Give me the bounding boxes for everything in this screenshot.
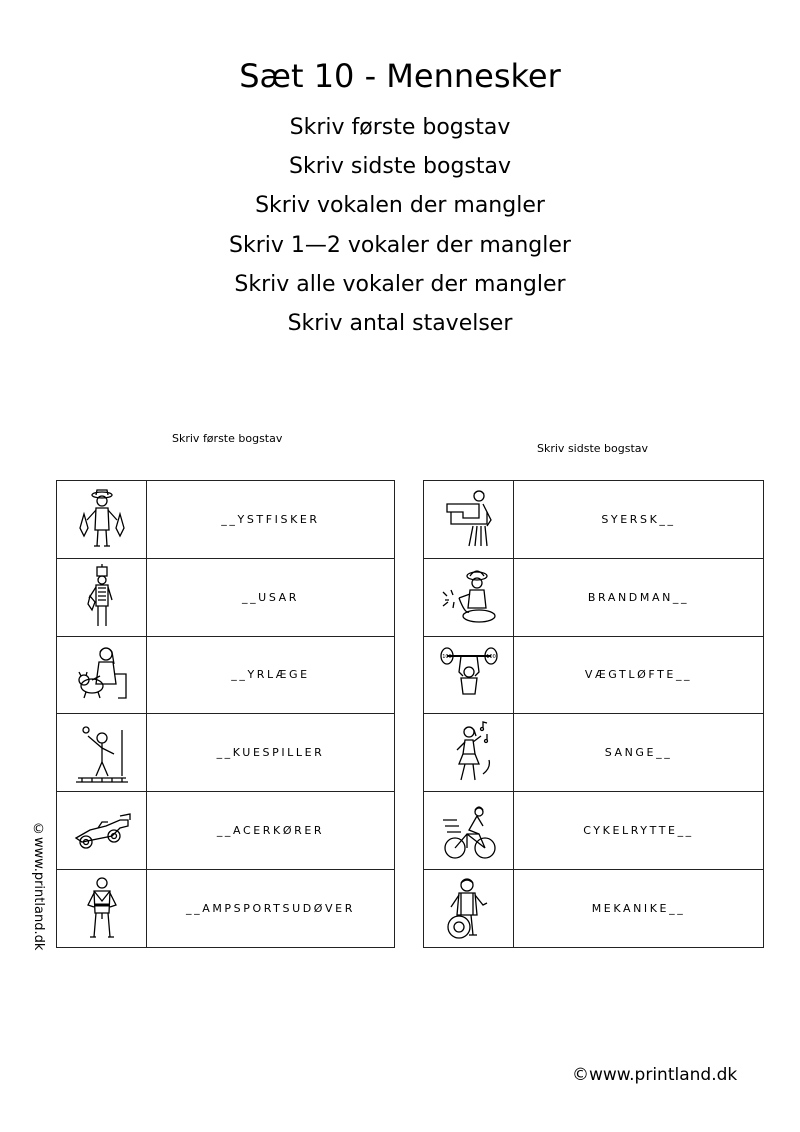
mechanic-icon xyxy=(439,875,499,941)
cyclist-icon xyxy=(439,798,499,864)
page-title: Sæt 10 - Mennesker xyxy=(239,57,561,95)
instruction-item: Skriv 1—2 vokaler der mangler xyxy=(229,232,571,258)
instruction-list xyxy=(0,110,800,345)
table-row xyxy=(424,558,764,636)
word-cell: __ACERKØRER xyxy=(147,792,395,870)
word-cell: CYKELRYTTE__ xyxy=(514,792,764,870)
fisherman-icon xyxy=(72,486,132,552)
picture-cell xyxy=(424,558,514,636)
table-row xyxy=(57,636,395,714)
veterinarian-icon xyxy=(72,642,132,708)
table-row xyxy=(424,636,764,714)
table-row xyxy=(424,714,764,792)
seamstress-icon xyxy=(439,486,499,552)
instruction-item: Skriv første bogstav xyxy=(289,115,511,140)
word-cell: __USAR xyxy=(147,558,395,636)
table-row xyxy=(57,869,395,947)
picture-cell xyxy=(424,792,514,870)
hussar-icon xyxy=(72,564,132,630)
table-row xyxy=(57,481,395,559)
picture-cell xyxy=(57,481,147,559)
side-copyright: ©www.printland.dk xyxy=(31,822,46,951)
picture-cell xyxy=(424,869,514,947)
juggler-icon xyxy=(72,720,132,786)
instruction-item: Skriv alle vokaler der mangler xyxy=(234,271,566,297)
instruction-item: Skriv vokalen der mangler xyxy=(255,193,545,219)
right-table-caption: Skriv sidste bogstav xyxy=(537,442,649,455)
instruction-item: Skriv sidste bogstav xyxy=(288,154,511,180)
karate-fighter-icon xyxy=(72,875,132,941)
picture-cell xyxy=(57,558,147,636)
weight-label: 100 xyxy=(441,653,452,660)
picture-cell xyxy=(57,792,147,870)
word-cell: BRANDMAN__ xyxy=(514,558,764,636)
table-row xyxy=(424,869,764,947)
picture-cell xyxy=(424,481,514,559)
word-cell: SYERSK__ xyxy=(514,481,764,559)
first-letter-table xyxy=(56,480,395,948)
word-cell: __YSTFISKER xyxy=(147,481,395,559)
weightlifter-icon xyxy=(439,642,499,708)
footer-copyright: ©www.printland.dk xyxy=(572,1065,738,1085)
table-row xyxy=(424,792,764,870)
picture-cell xyxy=(57,636,147,714)
word-cell: __KUESPILLER xyxy=(147,714,395,792)
picture-cell xyxy=(57,869,147,947)
word-cell: __YRLÆGE xyxy=(147,636,395,714)
singer-icon xyxy=(439,720,499,786)
word-cell: MEKANIKE__ xyxy=(514,869,764,947)
table-row xyxy=(57,558,395,636)
firefighter-icon xyxy=(439,564,499,630)
word-cell: __AMPSPORTSUDØVER xyxy=(147,869,395,947)
last-letter-table xyxy=(423,480,764,948)
weight-label: 100 xyxy=(485,653,496,660)
table-row xyxy=(424,481,764,559)
race-car-icon xyxy=(72,798,132,864)
picture-cell xyxy=(424,636,514,714)
left-table-caption: Skriv første bogstav xyxy=(172,432,283,445)
word-cell: SANGE__ xyxy=(514,714,764,792)
word-cell: VÆGTLØFTE__ xyxy=(514,636,764,714)
picture-cell xyxy=(424,714,514,792)
instruction-item: Skriv antal stavelser xyxy=(287,310,513,336)
picture-cell xyxy=(57,714,147,792)
table-row xyxy=(57,714,395,792)
table-row xyxy=(57,792,395,870)
